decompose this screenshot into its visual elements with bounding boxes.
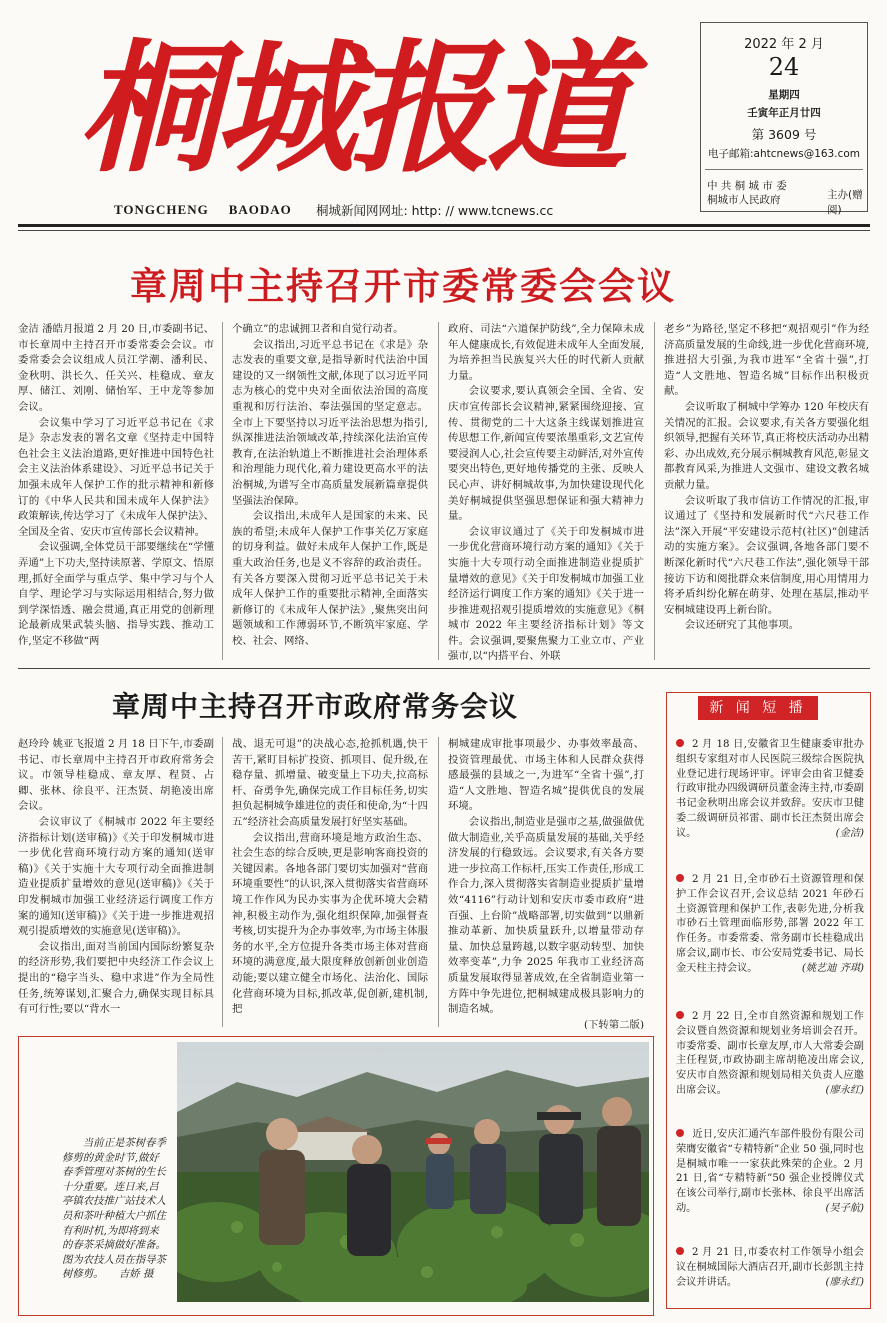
lunar-date: 壬寅年正月廿四 bbox=[747, 107, 821, 119]
brief-item-source: (吴子航) bbox=[825, 1202, 864, 1214]
column-divider bbox=[438, 322, 439, 660]
article2-paragraph: 桐城建成审批事项最少、办事效率最高、投资管理最优、市场主体和人民群众获得感最强的县域之一,为进军“全省十强”,打造“人文胜地、智造名城”提供优良的发展环境。 bbox=[448, 738, 644, 813]
photo-caption bbox=[62, 1136, 168, 1282]
article1-paragraph: 会议听取了我市信访工作情况的汇报,审议通过了《坚持和发展新时代“六尺巷工作法”深入开展“平安建设示范村(社区)”创建活动的实施方案》。会议强调,各地各部门要不断深化新时代“六尺巷工作法”,强化领导干部接访下访和阅批群众来信制度,用心用情用力将矛盾纠纷化解在萌芽、处理在基层,推动平安桐城建设再上新台阶。 bbox=[664, 494, 869, 616]
bullet-dot-icon bbox=[676, 1129, 684, 1137]
article1-paragraph: 会议指出,习近平总书记在《求是》杂志发表的重要文章,是指导新时代法治中国建设的又一纲领性文献,体现了以习近平同志为核心的党中央对全面依法治国的高度重视和厉行法治、奉法强国的坚定意志。全市上下要坚持以习近平法治思想为指引,纵深推进法治领域改革,持续深化法治宣传教育,在法治轨道上不断推进社会治理体系和治理能力现代化,着力建设更高水平的法治桐城,为谱写全市高质量发展新篇章提供坚强法治保障。 bbox=[232, 338, 428, 507]
article2-paragraph: 会议指出,营商环境是地方政治生态、社会生态的综合反映,更是影响客商投资的关键因素。各地各部门要切实加强对“营商环境重要性”的认识,深入贯彻落实省营商环境工作作风为民办实事为企优环境大会精神,积极主动作为,强化组织保障,加强督查考核,切实提升为企办事效率,为市场主体服务的水平,全方位提升各类市场主体对营商环境的满意度,最大限度释放创新创业创造动能;要以建立健全市场化、法治化、国际化营商环境为目标,抓改革,促创新,建机制,把 bbox=[232, 831, 428, 1016]
article1-paragraph: 老乡”为路径,坚定不移把“观招观引”作为经济高质量发展的生命线,进一步优化营商环境,推进招大引强,为我市进军“全省十强”,打造“人文胜地、智造名城”目标作出积极贡献。 bbox=[664, 323, 869, 398]
masthead-pinyin bbox=[114, 202, 292, 218]
article1-paragraph: 会议还研究了其他事项。 bbox=[684, 619, 800, 632]
article1-paragraph: 会议要求,要认真领会全国、全省、安庆市宣传部长会议精神,紧紧围绕迎接、宣传、贯彻党的二十大这条主线谋划推进宣传思想工作,新闻宣传要浓墨重彩,文艺宣传要浸润人心,社会宣传要主动鲜活,对外宣传要突出特色,更好地传播党的主张、反映人民心声、讲好桐城故事,为加快建设现代化美好桐城提供坚强思想保证和强大精神力量。 bbox=[448, 385, 644, 523]
masthead-title: 桐城报道 bbox=[78, 26, 622, 192]
caption-text: 当前正是茶树春季修剪的黄金时节,做好春季管理对茶树的生长十分重要。连日来,吕亭镇农技推广站技术人员和茶叶种植大户抓住有利时机,为即将到来的春茶采摘做好准备。图为农技人员在指导茶树修剪。 bbox=[62, 1137, 166, 1281]
article1-column-4 bbox=[664, 322, 869, 664]
column-divider bbox=[654, 322, 655, 660]
article1-paragraph: 个确立”的忠诚拥卫者和自觉行动者。 bbox=[232, 323, 404, 335]
date-day: 24 bbox=[768, 53, 800, 81]
pinyin-left: TONGCHENG bbox=[114, 202, 209, 217]
photo-credit: 吉娇 摄 bbox=[118, 1268, 154, 1281]
brief-item-text: 2 月 21 日,全市砂石土资源管理和保护工作会议召开,会议总结 2021 年砂石土资源管理和保护工作,表彰先进,分析我市砂石土管理面临形势,部署 2022 年工作任务。市委常委、常务副市长桂稳成出席会议,副市长、市公安局党委书记、局长金天柱主持会议。 bbox=[676, 874, 864, 974]
masthead-rule-thin bbox=[18, 230, 870, 231]
article1-column-2 bbox=[232, 322, 428, 664]
column-divider bbox=[438, 737, 439, 1027]
column-divider bbox=[222, 737, 223, 1027]
brief-item[interactable] bbox=[676, 1128, 864, 1217]
article1-paragraph: 会议集中学习了习近平总书记在《求是》杂志发表的署名文章《坚持走中国特色社会主义法治道路,更好推进中国特色社会主义法治体系建设》、习近平总书记关于加强未成年人保护工作的批示精神和新修订的《中华人民共和国未成年人保护法》政策解读,传达学习了《未成年人保护法》、全国及全省、安庆市宣传部长会议精神。 bbox=[18, 416, 214, 538]
bullet-dot-icon bbox=[676, 874, 684, 882]
brief-item-source: (金洁) bbox=[835, 827, 864, 839]
continued-note[interactable]: (下转第二版) bbox=[583, 1018, 644, 1029]
issue-number: 第 3609 号 bbox=[751, 127, 817, 142]
sponsor-line-1: 中 共 桐 城 市 委 bbox=[707, 180, 787, 192]
brief-item[interactable] bbox=[676, 1246, 864, 1290]
masthead-rule bbox=[18, 224, 870, 227]
website-url[interactable]: 桐城新闻网网址: http: // www.tcnews.cc bbox=[316, 203, 554, 218]
article2-paragraph: 会议审议了《桐城市 2022 年主要经济指标计划(送审稿)》《关于印发桐城市进一步优化营商环境行动方案的通知(送审稿)》《关于实施十大专项行动全面推进制造业提质扩量增效的意见(送审稿)》《关于印发桐城市加强工业经济运行调度工作方案的通知(送审稿)》《关于进一步推进观招观引提质增效的实施意见(送审稿)》。 bbox=[18, 815, 214, 938]
info-divider bbox=[705, 169, 863, 170]
section-rule bbox=[18, 668, 870, 669]
article1-paragraph: 会议指出,未成年人是国家的未来、民族的希望;未成年人保护工作事关亿万家庭的切身利益。做好未成年人保护工作,既是重大政治任务,也是义不容辞的政治责任。有关各方要深入贯彻习近平总书记关于未成年人保护工作的重要批示精神,全面落实新修订的《未成年人保护法》,聚焦突出问题领域和工作薄弱环节,不断筑牢家庭、学校、社会、网络、 bbox=[232, 510, 428, 647]
article2-lead: 赵玲玲 姚亚飞报道 2 月 18 日下午,市委副书记、市长章周中主持召开市政府常务会议。市领导桂稳成、章友厚、程贤、占卿、张林、徐良平、汪杰贤、胡艳凌出席会议。 bbox=[18, 738, 214, 813]
issue-info-box bbox=[700, 22, 868, 216]
article1-lead: 金洁 潘皓月报道 2 月 20 日,市委副书记、市长章周中主持召开市委常委会会议。市委常委会会议组成人员江学潮、潘利民、金秋明、洪长久、任关兴、桂稳成、章友厚、储江、刘刚、储怡军、王中龙等参加会议。 bbox=[18, 323, 214, 413]
bullet-dot-icon bbox=[676, 1011, 684, 1019]
brief-item-text: 2 月 21 日,市委农村工作领导小组会议在桐城国际大酒店召开,副市长彭凯主持会议并讲话。 bbox=[676, 1247, 864, 1288]
brief-item-source: (姚艺迪 齐琪) bbox=[801, 962, 864, 974]
tea-pruning-photo bbox=[177, 1042, 649, 1302]
column-divider bbox=[222, 322, 223, 660]
sponsor-role: 主办(赠阅) bbox=[827, 189, 863, 216]
brief-item-text: 2 月 18 日,安徽省卫生健康委审批办组织专家组对市人民医院三级综合医院执业登记进行现场评审。评审会由省卫健委行政审批办四级调研员董金涛主持,市委副书记金秋明出席会议并致辞。安庆市卫健委二级调研员祁雷、副市长汪杰贤出席会议。 bbox=[676, 739, 864, 839]
article2-headline[interactable]: 章周中主持召开市政府常务会议 bbox=[112, 690, 519, 723]
brief-item[interactable] bbox=[676, 1010, 864, 1099]
sponsor bbox=[707, 179, 787, 207]
article2-column-3 bbox=[448, 737, 644, 1029]
brief-item-text: 2 月 22 日,全市自然资源和规划工作会议暨自然资源和规划业务培训会召开。市委常委、副市长章友厚,市人大常委会副主任程贤,市政协副主席胡艳凌出席会议,安庆市自然资源和规划局相关负责人应邀出席会议。 bbox=[676, 1011, 864, 1096]
brief-item[interactable] bbox=[676, 873, 864, 977]
article1-paragraph: 政府、司法“六道保护防线”,全力保障未成年人健康成长,有效促进未成年人全面发展,为培养担当民族复兴大任的时代新人贡献力量。 bbox=[448, 323, 644, 382]
article1-column-3 bbox=[448, 322, 644, 664]
article1-headline[interactable]: 章周中主持召开市委常委会会议 bbox=[130, 264, 676, 308]
sponsor-line-2: 桐城市人民政府 bbox=[707, 194, 781, 206]
article2-column-1 bbox=[18, 737, 214, 1029]
pinyin-right: BAODAO bbox=[228, 202, 292, 217]
article2-column-2 bbox=[232, 737, 428, 1029]
weekday: 星期四 bbox=[768, 89, 800, 101]
article1-column-1 bbox=[18, 322, 214, 664]
bullet-dot-icon bbox=[676, 1247, 684, 1255]
news-brief-title: 新 闻 短 播 bbox=[698, 696, 818, 720]
article2-paragraph: 会议指出,面对当前国内国际纷繁复杂的经济形势,我们要把中央经济工作会议上提出的“稳字当头、稳中求进”作为全局性任务,统筹谋划,汇聚合力,确保实现目标具有可行性;要以“背水一 bbox=[18, 940, 214, 1016]
article1-paragraph: 会议强调,全体党员干部要继续在“学懂弄通”上下功夫,坚持读原著、学原文、悟原理,抓好全面学与重点学、集中学习与个人自学、理论学习与实际运用相结合,努力做到学深悟透、融会贯通,真正用党的创新理论最新成果武装头脑、指导实践、推动工作,坚定不移做“两 bbox=[18, 541, 214, 647]
brief-item-source: (廖永红) bbox=[825, 1084, 864, 1096]
brief-item-text: 近日,安庆汇通汽车部件股份有限公司荣膺安徽省“专精特新”企业 50 强,同时也是桐城市唯一一家获此殊荣的企业。2 月 21 日,省“专精特新”50 强企业授牌仪式在该公司举行,副市长张林、徐良平出席活动。 bbox=[676, 1129, 864, 1214]
brief-item[interactable] bbox=[676, 738, 864, 842]
bullet-dot-icon bbox=[676, 739, 684, 747]
brief-item-source: (廖永红) bbox=[825, 1276, 864, 1288]
article1-paragraph: 会议听取了桐城中学筹办 120 年校庆有关情况的汇报。会议要求,有关各方要强化组织领导,把握有关环节,真正将校庆活动办出精彩、办出成效,充分展示桐城教育风范,彰显文都教育风采,为推进人文强市、建设文教名城贡献力量。 bbox=[664, 400, 869, 491]
article2-paragraph: 会议指出,制造业是强市之基,做强做优做大制造业,关乎高质量发展的基础,关乎经济发展的行稳致远。会议要求,有关各方要进一步拉高工作标杆,压实工作责任,形成工作合力,深入贯彻落实省制造业提质扩量增效“4116”行动计划和安庆市委市政府“进百强、上台阶”战略部署,切实做到“以鼎新推动革新、加快质量跃升,以增量带动存量、加快总量跨越,以数字驱动转型、加快效率变革”,力争 2025 年我市工业经济高质量发展取得显著成效,在全省制造业第一方阵中争先进位,把桐城建成极具影响力的制造名城。 bbox=[448, 815, 644, 1016]
article2-paragraph: 战、退无可退”的决战心态,抢抓机遇,快干苦干,紧盯目标扩投资、抓项目、促升级,在稳存量、抓增量、破变量上下功夫,拉高标杆、奋勇争先,确保完成工作目标任务,切实担负起桐城争雄进位的责任和使命,为“十四五”经济社会高质量发展打好坚实基础。 bbox=[232, 738, 428, 828]
article1-paragraph: 会议审议通过了《关于印发桐城市进一步优化营商环境行动方案的通知》《关于实施十大专项行动全面推进制造业提质扩量增效的意见》《关于印发桐城市加强工业经济运行调度工作方案的通知》《关于进一步推进观招观引提质增效的实施意见》《桐城市 2022 年主要经济指标计划》等文件。会议强调,要聚焦聚力工业立市、产业强市,以“内搭平台、外联 bbox=[448, 525, 644, 663]
email[interactable]: 电子邮箱:ahtcnews@163.com bbox=[708, 148, 860, 160]
date-year-month: 2022 年 2 月 bbox=[744, 37, 824, 52]
photo-illustration bbox=[177, 1042, 649, 1302]
